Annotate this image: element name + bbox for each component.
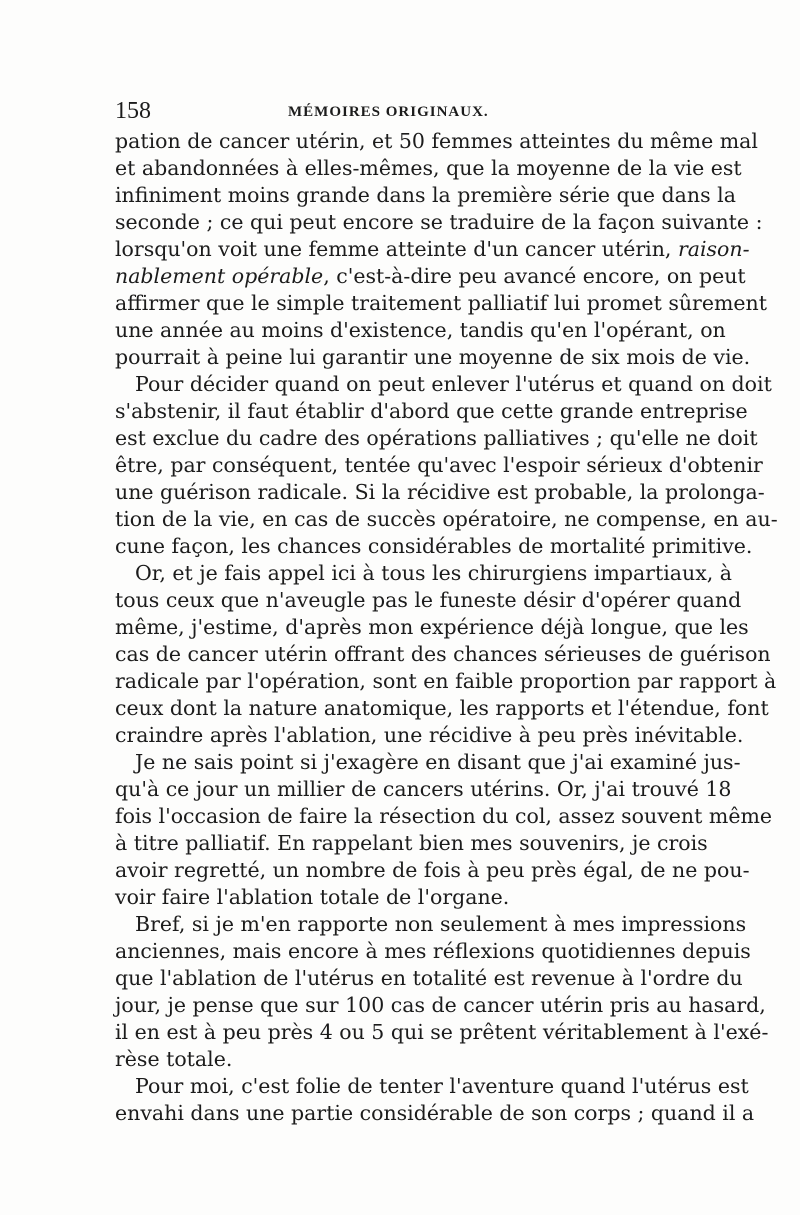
paragraph — [115, 128, 767, 371]
text-line: et abandonnées à elles-mêmes, que la moyenne de la vie est — [115, 156, 742, 180]
text-line: ceux dont la nature anatomique, les rapports et l'étendue, font — [115, 696, 769, 720]
text-line: pation de cancer utérin, et 50 femmes atteintes du même mal — [115, 129, 758, 153]
text-line: pourrait à peine lui garantir une moyenne de six mois de vie. — [115, 345, 751, 369]
text-line: infiniment moins grande dans la première série que dans la — [115, 183, 736, 207]
running-title: MÉMOIRES ORIGINAUX. — [288, 104, 489, 120]
text-line: rèse totale. — [115, 1047, 233, 1071]
text-line: une année au moins d'existence, tandis qu'en l'opérant, on — [115, 318, 726, 342]
text-line: même, j'estime, d'après mon expérience déjà longue, que les — [115, 615, 749, 639]
text-line: Bref, si je m'en rapporte non seulement à mes impressions — [135, 912, 747, 936]
text-fragment: lorsqu'on voit une femme atteinte d'un cancer utérin, — [115, 237, 672, 261]
text-line: affirmer que le simple traitement palliatif lui promet sûrement — [115, 291, 767, 315]
text-line: Or, et je fais appel ici à tous les chirurgiens impartiaux, à — [135, 561, 733, 585]
text-line: craindre après l'ablation, une récidive à peu près inévitable. — [115, 723, 744, 747]
paragraph — [115, 1073, 755, 1127]
text-line: est exclue du cadre des opérations palliatives ; qu'elle ne doit — [115, 426, 758, 450]
text-line: cas de cancer utérin offrant des chances sérieuses de guérison — [115, 642, 771, 666]
text-line: à titre palliatif. En rappelant bien mes souvenirs, je crois — [115, 831, 708, 855]
page-number: 158 — [115, 98, 151, 124]
body-text — [115, 128, 778, 1127]
text-fragment: , c'est-à-dire peu avancé encore, on peut — [323, 264, 746, 288]
text-line: il en est à peu près 4 ou 5 qui se prêtent véritablement à l'exé- — [115, 1020, 769, 1044]
paragraph — [115, 749, 773, 911]
italic-fragment: raison- — [677, 237, 750, 261]
paragraph — [115, 371, 778, 560]
text-line: avoir regretté, un nombre de fois à peu près égal, de ne pou- — [115, 858, 750, 882]
text-line: une guérison radicale. Si la récidive est probable, la prolonga- — [115, 480, 765, 504]
text-line: voir faire l'ablation totale de l'organe. — [115, 885, 510, 909]
text-line: Pour moi, c'est folie de tenter l'aventure quand l'utérus est — [135, 1074, 749, 1098]
text-line: jour, je pense que sur 100 cas de cancer utérin pris au hasard, — [115, 993, 766, 1017]
text-line: radicale par l'opération, sont en faible proportion par rapport à — [115, 669, 777, 693]
paragraph — [115, 911, 769, 1073]
text-line-mixed — [115, 263, 746, 290]
text-line: cune façon, les chances considérables de mortalité primitive. — [115, 534, 753, 558]
text-line: anciennes, mais encore à mes réflexions quotidiennes depuis — [115, 939, 751, 963]
text-line: que l'ablation de l'utérus en totalité est revenue à l'ordre du — [115, 966, 743, 990]
text-line: tous ceux que n'aveugle pas le funeste désir d'opérer quand — [115, 588, 742, 612]
text-line-mixed — [115, 236, 750, 263]
text-line: Je ne sais point si j'exagère en disant que j'ai examiné jus- — [135, 750, 741, 774]
text-line: être, par conséquent, tentée qu'avec l'espoir sérieux d'obtenir — [115, 453, 763, 477]
text-line: tion de la vie, en cas de succès opératoire, ne compense, en au- — [115, 507, 778, 531]
italic-fragment: nablement opérable — [115, 264, 324, 288]
paragraph — [115, 560, 777, 749]
text-line: qu'à ce jour un millier de cancers utérins. Or, j'ai trouvé 18 — [115, 777, 732, 801]
text-line: envahi dans une partie considérable de son corps ; quand il a — [115, 1101, 755, 1125]
text-line: fois l'occasion de faire la résection du col, assez souvent même — [115, 804, 773, 828]
running-header — [115, 96, 685, 126]
text-line: s'abstenir, il faut établir d'abord que cette grande entreprise — [115, 399, 748, 423]
text-line: Pour décider quand on peut enlever l'utérus et quand on doit — [135, 372, 772, 396]
text-line: seconde ; ce qui peut encore se traduire de la façon suivante : — [115, 210, 763, 234]
